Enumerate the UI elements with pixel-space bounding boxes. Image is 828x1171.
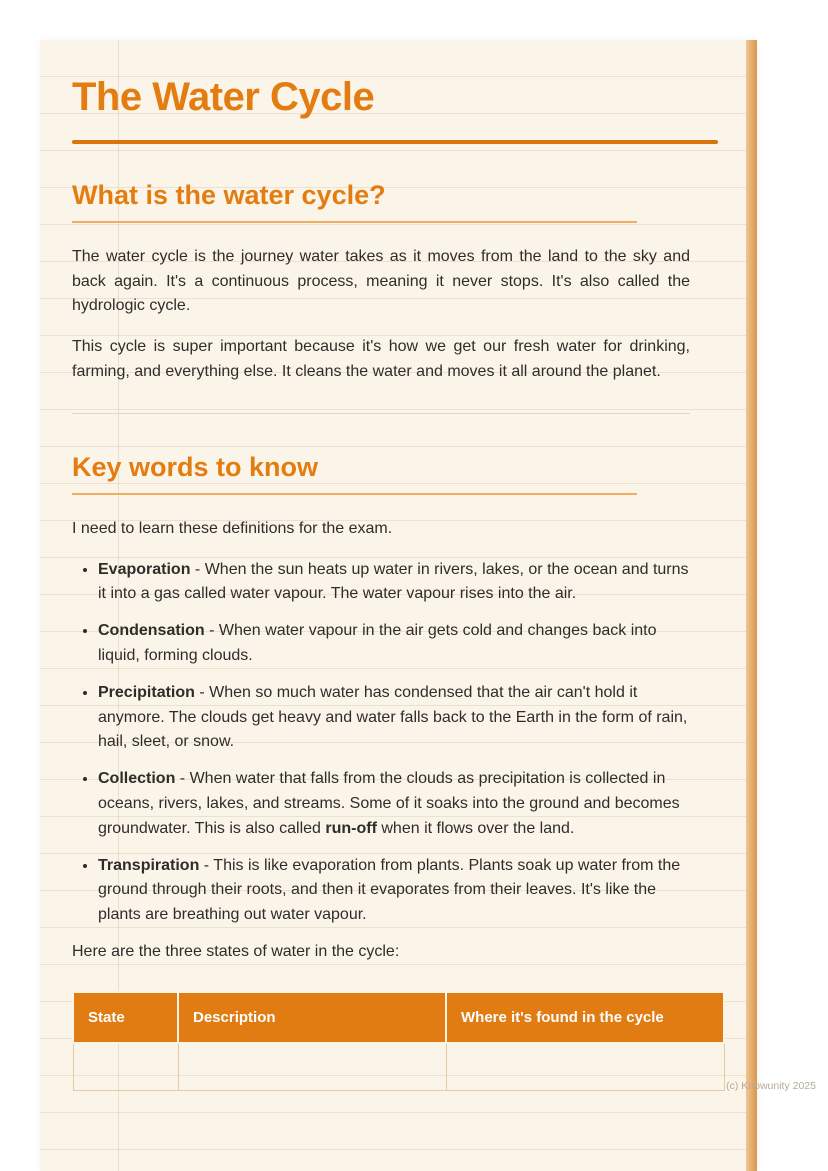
definition-text: - When water that falls from the clouds as precipitation is collected in oceans, rivers, lakes, and streams. Some of it soaks into the ground and becomes groundwater. This is also called [98,770,680,837]
states-of-water-table [72,991,725,1091]
term-transpiration: Transpiration [98,856,200,874]
section-rule [72,493,637,495]
notes-page [40,40,757,1171]
definition-item-transpiration [98,854,690,928]
term-run-off: run-off [325,819,377,837]
keywords-intro: I need to learn these definitions for the exam. [72,519,393,537]
table-header-where-found: Where it's found in the cycle [446,992,724,1043]
table-cell [446,1043,724,1091]
table-intro: Here are the three states of water in the cycle: [72,943,400,961]
section-rule [72,221,637,223]
definition-text: when it flows over the land. [376,819,575,837]
table-header-state: State [73,992,178,1043]
page-title: The Water Cycle [72,75,375,119]
definitions-list [72,558,690,928]
definition-text: - This is like evaporation from plants. Plants soak up water from the ground through their roots, and then it evaporates from their leaves. It's like the plants are breathing out water vapour. [98,856,681,924]
term-condensation: Condensation [98,622,205,640]
definition-item-precipitation [98,681,690,755]
term-collection: Collection [98,770,176,788]
definition-item-collection [98,767,690,841]
definition-text: - When the sun heats up water in rivers, lakes, or the ocean and turns it into a gas called water vapour. The water vapour rises into the air. [98,560,689,603]
watermark: (c) Knowunity 2025 [726,1080,816,1092]
term-precipitation: Precipitation [98,683,195,701]
section-heading-key-words: Key words to know [72,451,319,482]
definition-item-evaporation [98,558,690,608]
definition-item-condensation [98,619,690,669]
table-row [73,1043,724,1091]
paragraph-water-cycle-definition: The water cycle is the journey water takes as it moves from the land to the sky and back again. It's a continuous process, meaning it never stops. It's also called the hydrologic cycle. [72,247,690,315]
table-header-description: Description [178,992,446,1043]
paragraph-water-cycle-importance: This cycle is super important because it's how we get our fresh water for drinking, farming, and everything else. It cleans the water and moves it all around the planet. [72,338,690,381]
table-cell [73,1043,178,1091]
definition-text: - When water vapour in the air gets cold and changes back into liquid, forming clouds. [98,622,657,665]
term-evaporation: Evaporation [98,560,191,578]
page-content [40,40,757,1091]
definition-text: - When so much water has condensed that the air can't hold it anymore. The clouds get heavy and water falls back to the Earth in the form of rain, hail, sleet, or snow. [98,683,688,751]
section-heading-what-is-the-water-cycle: What is the water cycle? [72,179,386,210]
table-cell [178,1043,446,1091]
section-divider [72,413,690,414]
title-rule [72,140,718,144]
table-header-row [73,992,724,1043]
